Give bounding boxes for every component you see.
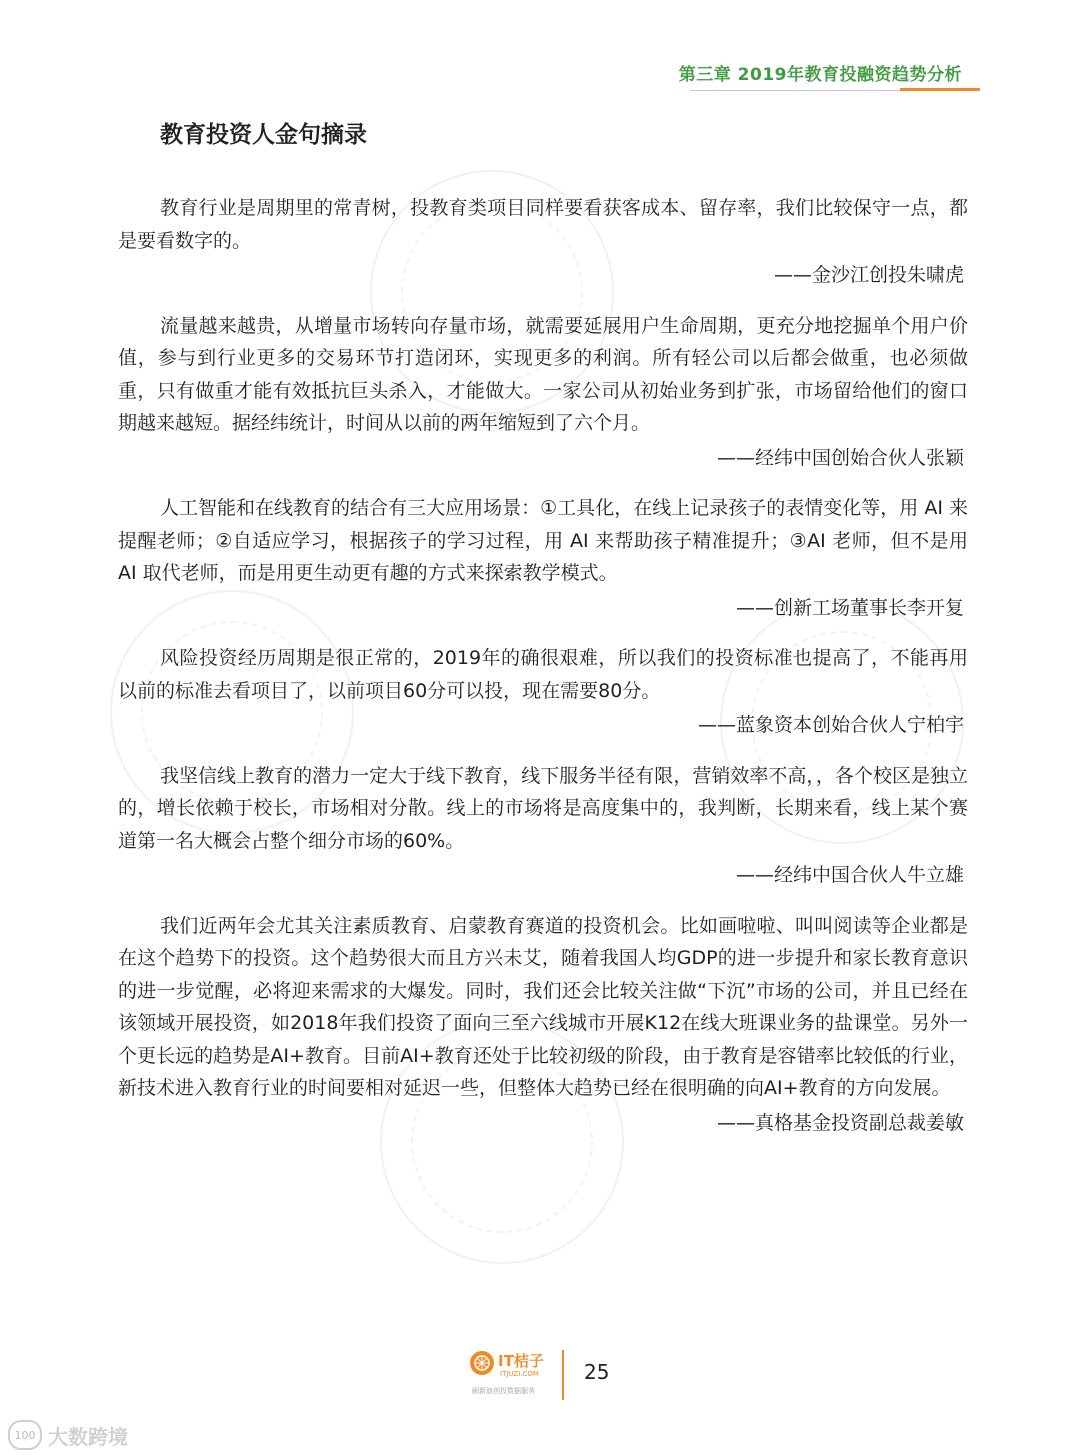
quote-attribution: ——真格基金投资副总裁姜敏 [716,1111,964,1134]
logo-url: ITJUZI.COM [500,1370,539,1378]
corner-watermark-text: 大数跨境 [48,1424,128,1449]
chapter-header: 第三章 2019年教育投融资趋势分析 [678,65,962,85]
quote-text: 人工智能和在线教育的结合有三大应用场景：①工具化，在线上记录孩子的表情变化等，用 AI 来提醒老师；②自适应学习，根据孩子的学习过程，用 AI 来帮助孩子精准提升；③AI 老师，但不是用 AI 取代老师，而是用更生动更有趣的方式来探索教学模式。 [118,497,968,584]
orange-slice-icon [470,1351,494,1375]
header-accent-rule [900,88,980,91]
quote-text: 我坚信线上教育的潜力一定大于线下教育，线下服务半径有限，营销效率不高，，各个校区是独立的，增长依赖于校长，市场相对分散。线上的市场将是高度集中的，我判断，长期来看，线上某个赛道第一名大概会占整个细分市场的60%。 [118,764,968,852]
logo-name: IT桔子 [498,1352,544,1370]
quote-attribution: ——蓝象资本创始合伙人宁柏宇 [697,714,964,736]
quote-attribution: ——经纬中国合伙人牛立雄 [735,864,964,886]
quote-attribution: ——金沙江创投朱啸虎 [773,264,964,286]
quote-attribution: ——经纬中国创始合伙人张颖 [716,446,964,469]
corner-logo-icon: 100 [8,1420,42,1450]
section-title: 教育投资人金句摘录 [160,122,367,148]
quote-text: 教育行业是周期里的常青树，投教育类项目同样要看获客成本、留存率，我们比较保守一点，都是要看数字的。 [118,197,968,252]
quote-text: 风险投资经历周期是很正常的，2019年的确很艰难，所以我们的投资标准也提高了，不能再用以前的标准去看项目了，以前项目60分可以投，现在需要80分。 [118,647,968,702]
footer-divider [562,1350,564,1400]
itjuzi-logo [470,1348,550,1398]
quote-text: 流量越来越贵，从增量市场转向存量市场，就需要延展用户生命周期，更充分地挖掘单个用户价值，参与到行业更多的交易环节打造闭环，实现更多的利润。所有轻公司以后都会做重，也必须做重，只有做重才能有效抵抗巨头杀入，才能做大。一家公司从初始业务到扩张，市场留给他们的窗口期越来越短。据经纬统计，时间从以前的两年缩短到了六个月。 [118,314,968,434]
header-rule [690,90,900,91]
corner-watermark [8,1420,128,1450]
logo-slogan: 刷新浪创投数据服务 [472,1387,535,1395]
quote-attribution: ——创新工场董事长李开复 [735,596,964,619]
page-number: 25 [584,1360,610,1384]
quotes-list [118,192,968,1157]
quote-text: 我们近两年会尤其关注素质教育、启蒙教育赛道的投资机会。比如画啦啦、叫叫阅读等企业都是在这个趋势下的投资。这个趋势很大而且方兴未艾，随着我国人均GDP的进一步提升和家长教育意识的进一步觉醒，必将迎来需求的大爆发。同时，我们还会比较关注做“下沉”市场的公司，并且已经在该领域开展投资，如2018年我们投资了面向三至六线城市开展K12在线大班课业务的盐课堂。另外一个更长远的趋势是AI+教育。目前AI+教育还处于比较初级的阶段，由于教育是容错率比较低的行业，新技术进入教育行业的时间要相对延迟一些，但整体大趋势已经在很明确的向AI+教育的方向发展。 [118,914,968,1099]
